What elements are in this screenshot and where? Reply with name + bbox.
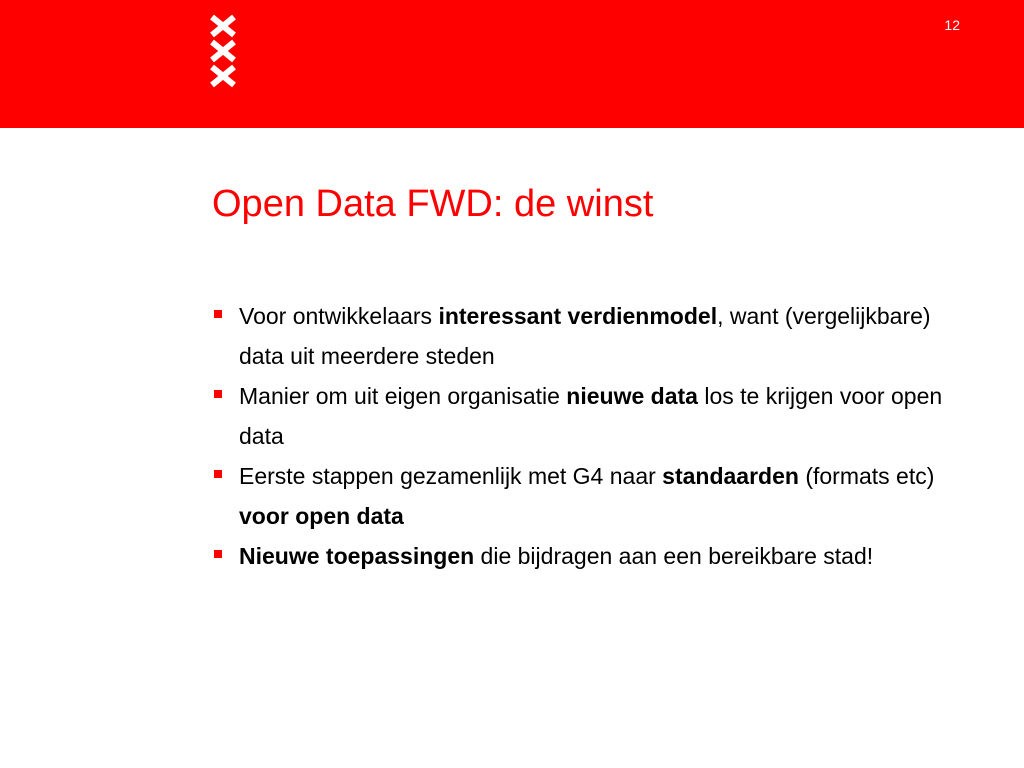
bullet-emphasis: Nieuwe toepassingen: [239, 543, 475, 569]
bullet-emphasis: standaarden: [662, 463, 799, 489]
bullet-text: (formats etc): [798, 463, 935, 489]
page-number: 12: [944, 17, 960, 33]
bullet-square-icon: [214, 310, 222, 318]
bullet-list: [212, 296, 972, 576]
bullet-emphasis: voor open data: [239, 503, 404, 529]
bullet-text: die bijdragen aan een bereikbare stad!: [474, 543, 874, 569]
bullet-emphasis: nieuwe data: [566, 383, 698, 409]
amsterdam-crosses-icon: [208, 14, 238, 90]
bullet-item: [212, 296, 972, 376]
slide-title: Open Data FWD: de winst: [212, 183, 654, 225]
bullet-item: [212, 376, 972, 456]
bullet-text: , want (vergelijkbare) data uit meerdere steden: [239, 303, 931, 369]
bullet-text: los te krijgen voor open data: [239, 383, 943, 449]
bullet-item: [212, 456, 972, 536]
bullet-square-icon: [214, 470, 222, 478]
header-bar: [0, 0, 1024, 128]
bullet-square-icon: [214, 390, 222, 398]
bullet-text: Eerste stappen gezamenlijk met G4 naar: [239, 463, 663, 489]
bullet-item: [212, 536, 972, 576]
bullet-text: Voor ontwikkelaars: [239, 303, 439, 329]
bullet-square-icon: [214, 550, 222, 558]
bullet-text: Manier om uit eigen organisatie: [239, 383, 567, 409]
bullet-emphasis: interessant verdienmodel: [438, 303, 718, 329]
